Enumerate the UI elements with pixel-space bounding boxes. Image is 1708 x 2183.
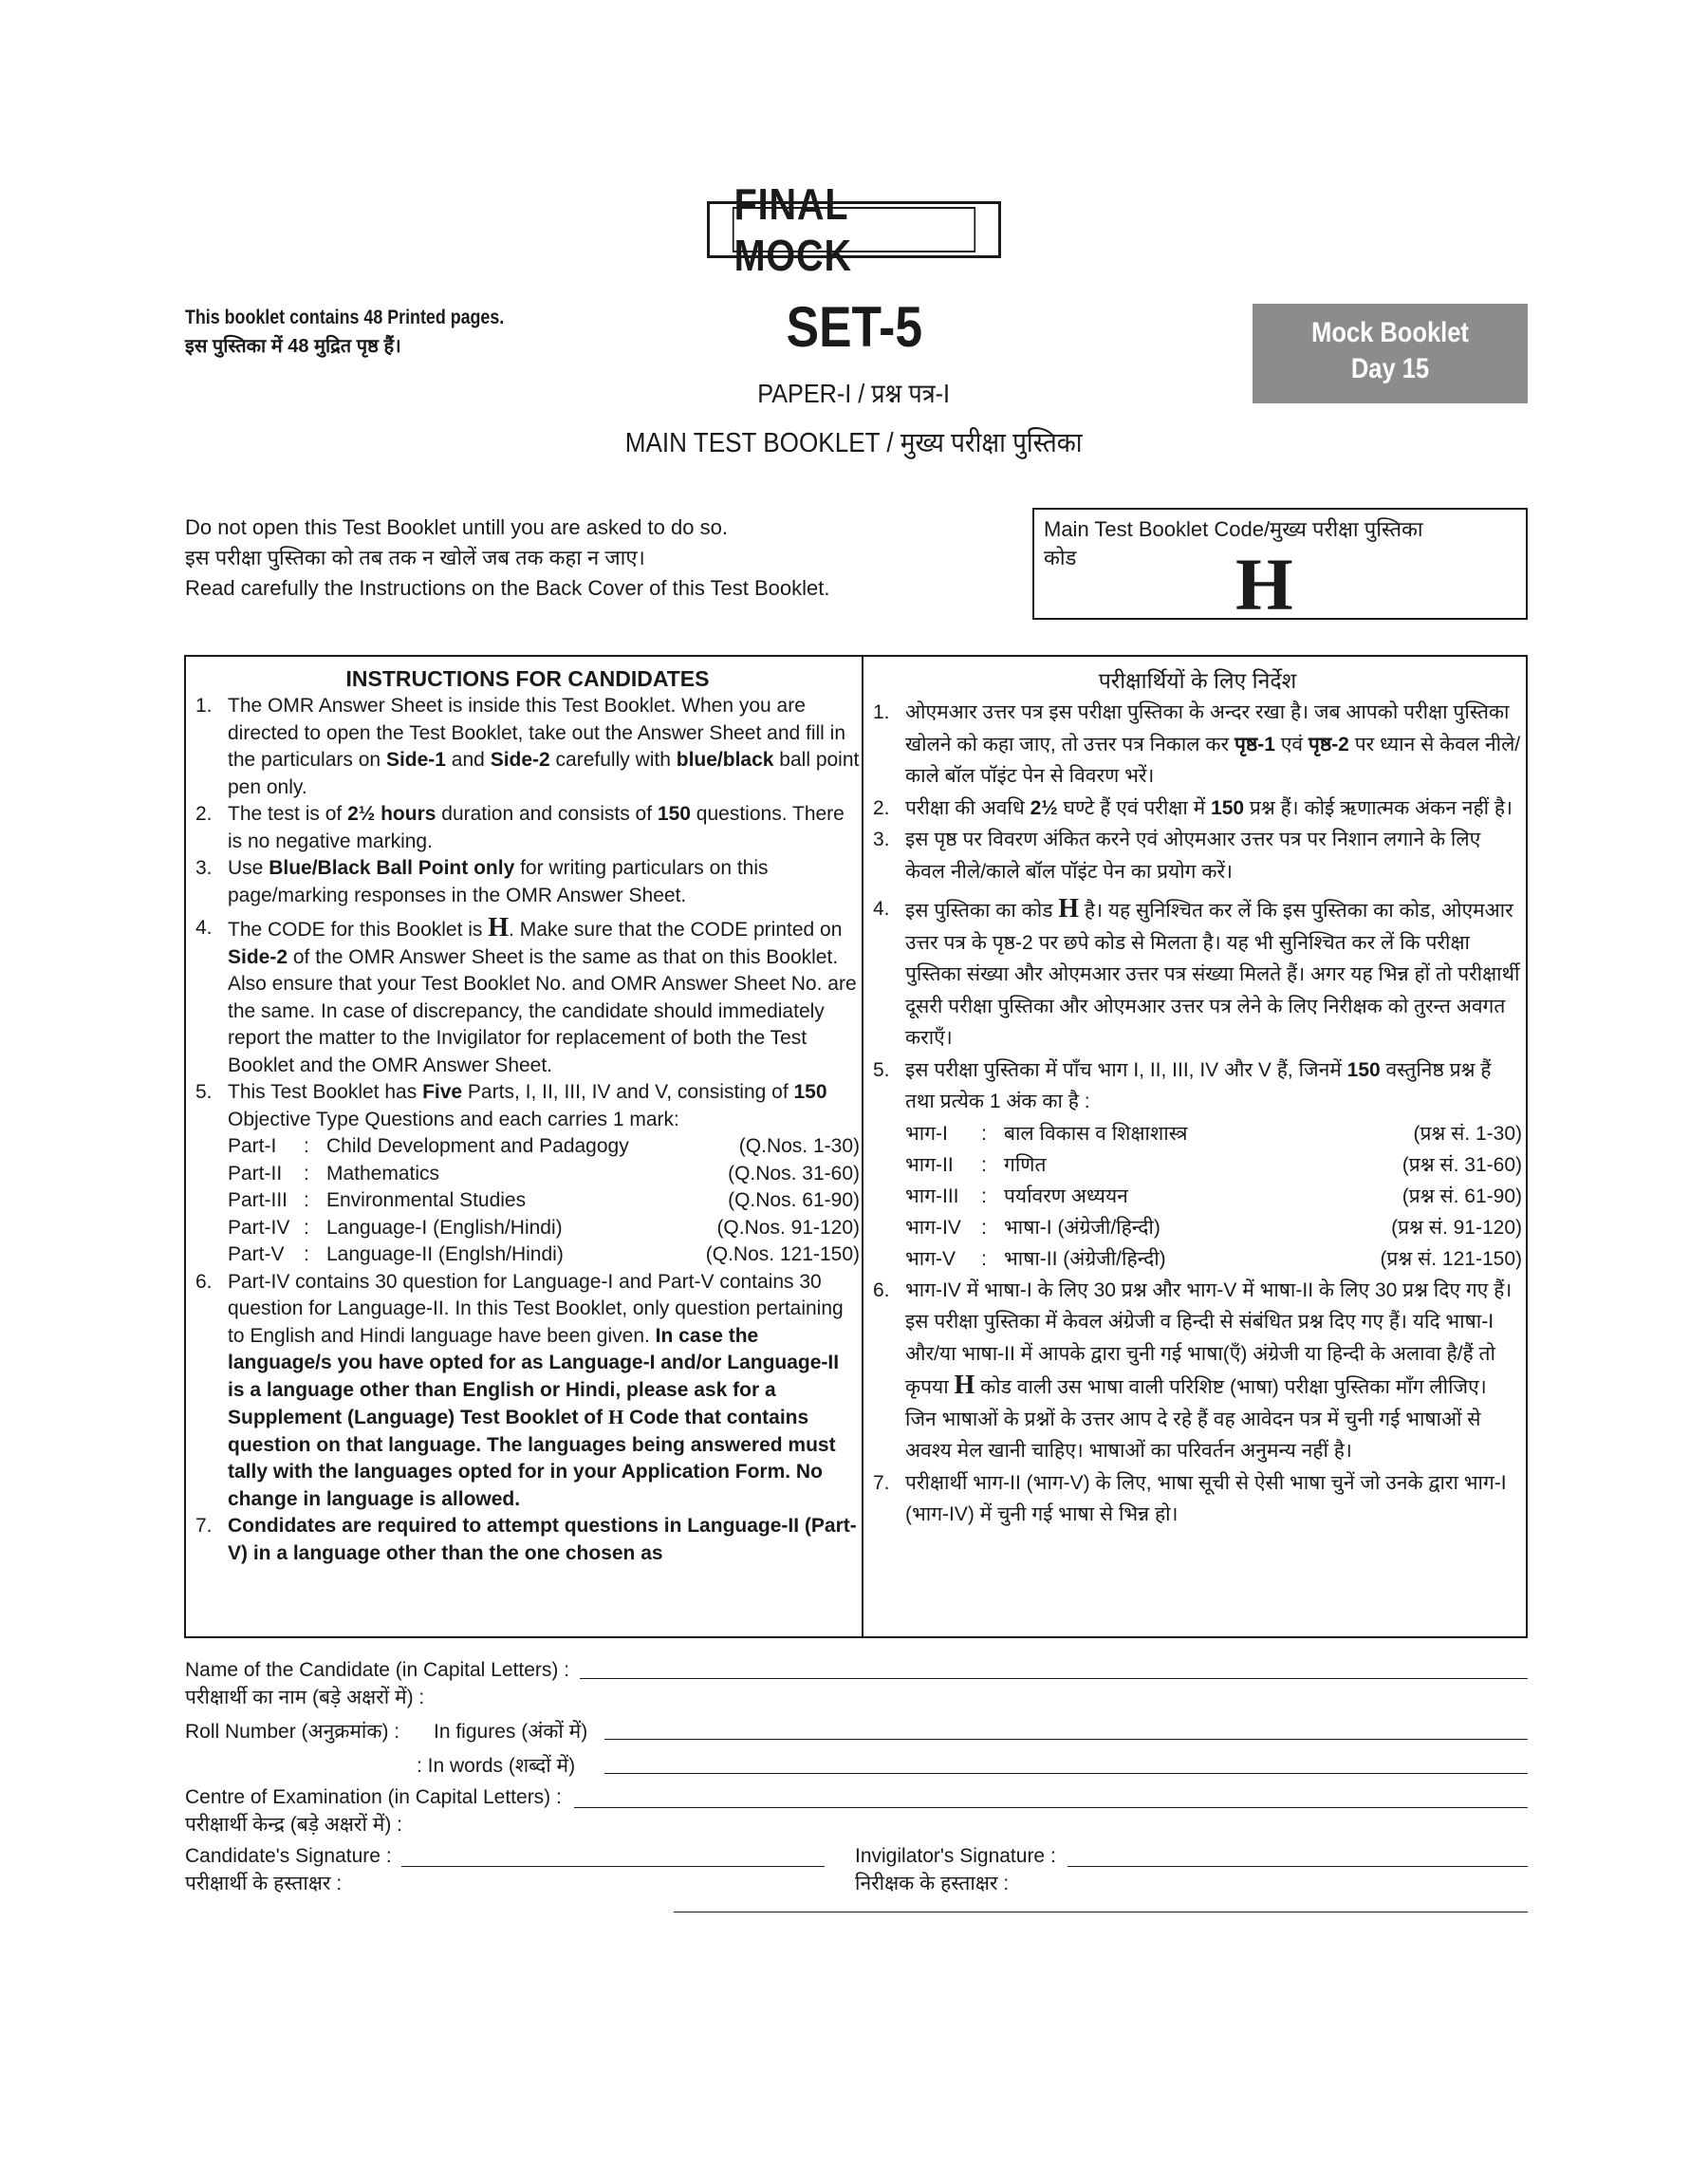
booklet-code-label: Main Test Booklet Code/मुख्य परीक्षा पुस्तिका — [1044, 517, 1423, 541]
instructions-box — [184, 655, 1528, 1638]
instruction-item: 2. The test is of 2½ hours duration and consists of 150 questions. There is no negative marking. — [195, 803, 845, 852]
part-separator: : — [981, 1247, 987, 1270]
instruction-item: 3. Use Blue/Black Ball Point only for writing particulars on this page/marking responses in the OMR Answer Sheet. — [195, 857, 769, 906]
part-separator: : — [981, 1216, 987, 1239]
part-separator: : — [981, 1122, 987, 1145]
part-subject: Mathematics — [326, 1162, 440, 1185]
part-separator: : — [304, 1216, 309, 1239]
candidate-signature-label: Candidate's Signature : — [185, 1845, 392, 1867]
instruction-item: 7. Condidates are required to attempt questions in Language-II (Part-V) in a language other than the one chosen as — [195, 1515, 857, 1564]
part-question-range: (प्रश्न सं. 61-90) — [1402, 1185, 1522, 1207]
part-name: भाग-V — [905, 1247, 956, 1270]
instruction-item: 6. भाग-IV में भाषा-I के लिए 30 प्रश्न और भाग-V में भाषा-II के लिए 30 प्रश्न दिए गए हैं। इस परीक्षा पुस्तिका में केवल अंग्रेजी व हिन्दी से संबंधित प्रश्न दिए गए हैं। यदि भाषा-I और/या भाषा-II में आपके द्वारा चुनी गई भाषा(एँ) अंग्रेजी या हिन्दी के अलावा है/हैं तो कृपया H कोड वाली उस भाषा वाली परिशिष्ट (भाषा) परीक्षा पुस्तिका माँग लीजिए। जिन भाषाओं के प्रश्नों के उत्तर आप दे रहे हैं वह आवेदन पत्र में चुनी गई भाषाओं से अवश्य मेल खानी चाहिए। भाषाओं का परिवर्तन अनुमन्य नहीं है। — [873, 1278, 1513, 1462]
column-divider — [862, 657, 863, 1636]
part-question-range: (Q.Nos. 1-30) — [738, 1135, 860, 1157]
part-question-range: (प्रश्न सं. 1-30) — [1413, 1122, 1522, 1145]
mock-booklet-badge — [1253, 304, 1528, 403]
part-name: Part-V — [228, 1243, 285, 1265]
part-subject: भाषा-I (अंग्रेजी/हिन्दी) — [1004, 1216, 1160, 1239]
paper-title: PAPER-I / प्रश्न पत्र-I — [757, 379, 951, 408]
roll-words-label: : In words (शब्दों में) — [417, 1755, 576, 1777]
parts-table-hi — [905, 1118, 1522, 1275]
opening-notice — [185, 513, 830, 604]
invigilator-signature-label: Invigilator's Signature : — [855, 1845, 1056, 1867]
part-name: भाग-IV — [905, 1216, 961, 1239]
instruction-item: 4. The CODE for this Booklet is H. Make sure that the CODE printed on Side-2 of the OMR Answer Sheet is the same as that on this Booklet. Also ensure that your Test Booklet No. and OMR Answer Sheet No. are the same. In case of discrepancy, the candidate should immediately report the matter to the Invigilator for replacement of both the Test Booklet and the OMR Answer Sheet. — [195, 913, 857, 1076]
part-name: भाग-I — [905, 1122, 948, 1145]
instruction-item: 5. This Test Booklet has Five Parts, I, II, III, IV and V, consisting of 150 Objective Type Questions and each carries 1 mark: Part-I : Child Development and Padagogy (Q.Nos. 1-30) Part-II : Mathematics (Q.Nos. 31-60) Part-III : Environmental Studies (Q.Nos. 61-90) Part-IV : Language-I (English/Hindi) (Q.Nos. 91-120) Part-V : Language-II (Englsh/Hindi) (Q.Nos. 121-150) — [195, 1079, 860, 1269]
part-row — [228, 1187, 860, 1215]
part-separator: : — [981, 1185, 987, 1207]
part-row — [905, 1149, 1522, 1181]
instruction-item: 7. परीक्षार्थी भाग-II (भाग-V) के लिए, भाषा सूची से ऐसी भाषा चुनें जो उनके द्वारा भाग-I (भाग-IV) में चुनी गई भाषा से भिन्न हो। — [873, 1471, 1507, 1525]
part-row — [905, 1118, 1522, 1149]
part-separator: : — [981, 1153, 987, 1176]
booklet-code-letter: H — [1235, 543, 1293, 625]
mock-booklet-day: Day 15 — [1350, 353, 1430, 384]
part-separator: : — [304, 1135, 309, 1157]
instructions-title-en: INSTRUCTIONS FOR CANDIDATES — [345, 666, 710, 691]
part-subject: Language-II (Englsh/Hindi) — [326, 1243, 564, 1265]
roll-figures-label: In figures (अंकों में) — [434, 1721, 588, 1743]
part-name: भाग-III — [905, 1185, 959, 1207]
mock-booklet-label: Mock Booklet — [1311, 317, 1469, 348]
part-row — [228, 1133, 860, 1161]
exam-centre-line[interactable] — [574, 1807, 1528, 1808]
part-row — [228, 1241, 860, 1269]
booklet-code-label-hi: कोड — [1044, 546, 1077, 569]
candidate-signature-label-hi: परीक्षार्थी के हस्ताक्षर : — [185, 1873, 343, 1894]
instruction-item: 1. The OMR Answer Sheet is inside this Test Booklet. When you are directed to open the Test Booklet, take out the Answer Sheet and fill in the particulars on Side-1 and Side-2 carefully with blue/black ball point pen only. — [195, 695, 860, 798]
part-subject: भाषा-II (अंग्रेजी/हिन्दी) — [1004, 1247, 1166, 1270]
instruction-item: 1. ओएमआर उत्तर पत्र इस परीक्षा पुस्तिका के अन्दर रखा है। जब आपको परीक्षा पुस्तिका खोलने को कहा जाए, तो उत्तर पत्र निकाल कर पृष्ठ-1 एवं पृष्ठ-2 पर ध्यान से केवल नीले/काले बॉल पॉइंट पेन से विवरण भरें। — [873, 701, 1521, 787]
part-separator: : — [304, 1189, 309, 1211]
part-question-range: (Q.Nos. 61-90) — [728, 1189, 860, 1211]
invigilator-signature-line[interactable] — [1068, 1866, 1528, 1867]
part-row — [905, 1243, 1522, 1275]
part-subject: बाल विकास व शिक्षाशास्त्र — [1004, 1122, 1188, 1145]
part-separator: : — [304, 1162, 309, 1185]
candidate-name-label: Name of the Candidate (in Capital Letters) : — [185, 1659, 570, 1681]
page-count-hindi: इस पुस्तिका में 48 मुद्रित पृष्ठ हैं। — [185, 336, 401, 357]
instruction-item: 3. इस पृष्ठ पर विवरण अंकित करने एवं ओएमआर उत्तर पत्र पर निशान लगाने के लिए केवल नीले/काले बॉल पॉइंट पेन का प्रयोग करें। — [873, 829, 1481, 883]
final-mock-title: FINAL MOCK — [733, 207, 975, 252]
notice-line-3: Read carefully the Instructions on the Back Cover of this Test Booklet. — [185, 576, 830, 600]
parts-table-en — [228, 1133, 860, 1269]
part-subject: Child Development and Padagogy — [326, 1135, 629, 1157]
part-subject: Language-I (English/Hindi) — [326, 1216, 563, 1239]
code-letter-inline: H — [488, 913, 510, 942]
part-question-range: (Q.Nos. 31-60) — [728, 1162, 860, 1185]
part-row — [228, 1161, 860, 1188]
part-subject: गणित — [1004, 1153, 1047, 1176]
instruction-item: 2. परीक्षा की अवधि 2½ घण्टे हैं एवं परीक्षा में 150 प्रश्न हैं। कोई ऋणात्मक अंकन नहीं है। — [873, 796, 1513, 819]
instruction-item: 5. इस परीक्षा पुस्तिका में पाँच भाग I, II, III, IV और V हैं, जिनमें 150 वस्तुनिष्ठ प्रश्न हैं तथा प्रत्येक 1 अंक का है : भाग-I : बाल विकास व शिक्षाशास्त्र (प्रश्न सं. 1-30) भाग-II : गणित (प्रश्न सं. 31-60) भाग-III : पर्यावरण अध्ययन (प्रश्न सं. 61-90) भाग-IV : भाषा-I (अंग्रेजी/हिन्दी) (प्रश्न सं. 91-120) भाग-V : भाषा-II (अंग्रेजी/हिन्दी) (प्रश्न सं. 121-150) — [873, 1054, 1522, 1275]
part-name: Part-I — [228, 1135, 277, 1157]
part-row — [905, 1212, 1522, 1243]
main-booklet-title: MAIN TEST BOOKLET / मुख्य परीक्षा पुस्तिका — [625, 428, 1083, 458]
booklet-code-box — [1032, 508, 1528, 625]
invigilator-signature-label-hi: निरीक्षक के हस्ताक्षर : — [855, 1873, 1010, 1894]
part-question-range: (Q.Nos. 91-120) — [716, 1216, 860, 1239]
instructions-english — [195, 664, 860, 1567]
part-name: Part-III — [228, 1189, 288, 1211]
part-question-range: (Q.Nos. 121-150) — [705, 1243, 860, 1265]
roll-figures-line[interactable] — [604, 1739, 1528, 1740]
part-separator: : — [304, 1243, 309, 1265]
candidate-name-line[interactable] — [580, 1678, 1528, 1679]
part-subject: पर्यावरण अध्ययन — [1004, 1185, 1128, 1207]
page-count-english: This booklet contains 48 Printed pages. — [185, 307, 505, 328]
instruction-item: 6. Part-IV contains 30 question for Language-I and Part-V contains 30 question for Language-II. In this Test Booklet, only question pertaining to English and Hindi language have been given. In case the language/s you have opted for as Language-I and/or Language-II is a language other than English or Hindi, please ask for a Supplement (Language) Test Booklet of H Code that contains question on that language. The languages being answered must tally with the languages opted for in your Application Form. No change in language is allowed. — [195, 1270, 844, 1510]
instructions-title-hi: परीक्षार्थियों के लिए निर्देश — [1098, 668, 1297, 693]
part-row — [228, 1215, 860, 1242]
part-name: Part-II — [228, 1162, 283, 1185]
candidate-signature-line[interactable] — [401, 1866, 825, 1867]
roll-number-label: Roll Number (अनुक्रमांक) : — [185, 1721, 400, 1743]
code-letter-inline: H — [954, 1371, 975, 1400]
code-letter-inline: H — [1058, 894, 1080, 924]
part-subject: Environmental Studies — [326, 1189, 527, 1211]
part-question-range: (प्रश्न सं. 121-150) — [1380, 1247, 1522, 1270]
part-name: भाग-II — [905, 1153, 954, 1176]
roll-words-line[interactable] — [604, 1773, 1528, 1774]
part-row — [905, 1181, 1522, 1212]
final-mock-box — [707, 179, 1001, 280]
candidate-name-label-hi: परीक्षार्थी का नाम (बड़े अक्षरों में) : — [185, 1687, 425, 1708]
exam-centre-label-hi: परीक्षार्थी केन्द्र (बड़े अक्षरों में) : — [185, 1814, 402, 1836]
notice-line-1: Do not open this Test Booklet untill you are asked to do so. — [185, 515, 728, 539]
set-title: SET-5 — [786, 295, 922, 359]
part-question-range: (प्रश्न सं. 91-120) — [1391, 1216, 1522, 1239]
instructions-hindi — [873, 664, 1522, 1531]
part-name: Part-IV — [228, 1216, 290, 1239]
notice-line-2: इस परीक्षा पुस्तिका को तब तक न खोलें जब तक कहा न जाए। — [185, 546, 645, 569]
instruction-item: 4. इस पुस्तिका का कोड H है। यह सुनिश्चित कर लें कि इस पुस्तिका का कोड, ओएमआर उत्तर पत्र के पृष्ठ-2 पर छपे कोड से मिलता है। यह भी सुनिश्चित कर लें कि परीक्षा पुस्तिका संख्या और ओएमआर उत्तर पत्र संख्या मिलते हैं। अगर यह भिन्न हों तो परीक्षार्थी दूसरी परीक्षा पुस्तिका और ओएमआर उत्तर पत्र लेने के लिए निरीक्षक को तुरन्त अवगत कराएँ। — [873, 894, 1520, 1049]
part-question-range: (प्रश्न सं. 31-60) — [1402, 1153, 1522, 1176]
exam-centre-label: Centre of Examination (in Capital Letters) : — [185, 1786, 562, 1808]
